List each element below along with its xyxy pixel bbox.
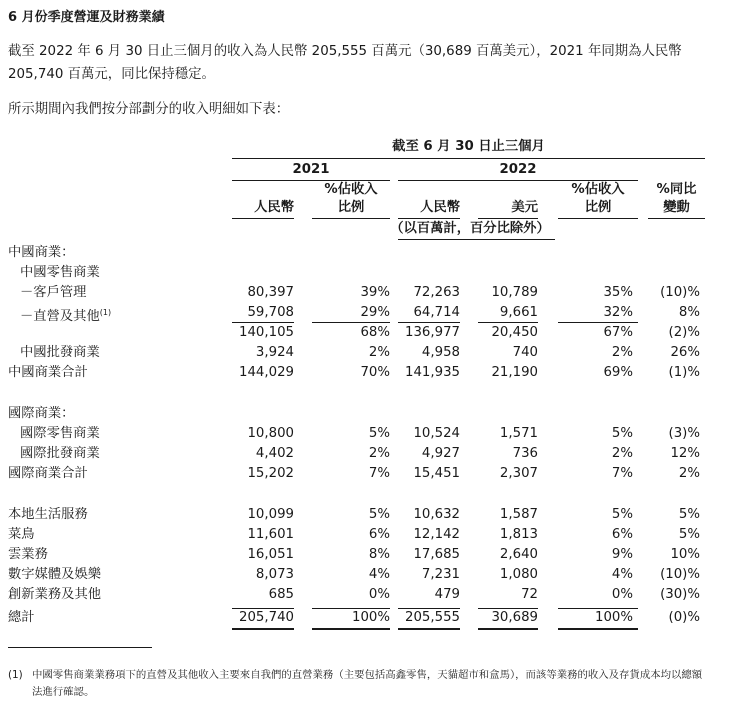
row-label: 中國批發商業 <box>20 345 100 360</box>
period-header: 截至 6 月 30 日止三個月 <box>392 139 545 154</box>
row-label: 國際零售商業 <box>20 426 100 441</box>
row-value: 35% <box>603 285 633 300</box>
col-rule <box>478 218 538 219</box>
double-rule <box>478 628 538 630</box>
col-pct-2022-line1: %佔收入 <box>571 182 625 197</box>
total-rule <box>398 608 460 609</box>
double-rule <box>558 628 638 630</box>
row-value: 72,263 <box>413 285 460 300</box>
col-pct-2021-line1: %佔收入 <box>324 182 378 197</box>
row-value: 479 <box>434 587 460 602</box>
row-value: 10,632 <box>413 507 460 522</box>
footnote-text: 中國零售商業業務項下的直營及其他收入主要來自我們的直營業務（主要包括高鑫零售，天貓超市和盒馬），而該等業務的收入及存貨成本均以總額法進行確認。 <box>32 669 703 698</box>
row-value: 4,927 <box>421 446 460 461</box>
row-label: －直營及其他$^{(1)}$ <box>20 308 112 324</box>
row-value: 8,073 <box>255 567 294 582</box>
row-value: 67% <box>603 325 633 340</box>
period-rule <box>232 158 705 159</box>
row-value: 4% <box>611 567 633 582</box>
row-value: 64,714 <box>413 305 460 320</box>
row-value: (0)% <box>668 610 700 625</box>
total-rule <box>558 608 638 609</box>
row-label: 國際商業合計 <box>8 466 88 481</box>
row-value: 21,190 <box>491 365 538 380</box>
row-value: 140,105 <box>239 325 294 340</box>
row-value: (3)% <box>668 426 700 441</box>
subtotal-rule <box>478 322 538 323</box>
row-label: 中國商業合計 <box>8 365 88 380</box>
row-label: －客戶管理 <box>20 285 87 300</box>
double-rule <box>312 628 390 630</box>
row-value: 10,524 <box>413 426 460 441</box>
row-value: 100% <box>351 610 390 625</box>
col-yoy-line1: %同比 <box>656 182 697 197</box>
row-value: 736 <box>512 446 538 461</box>
col-rule <box>398 218 460 219</box>
row-label: 雲業務 <box>8 547 48 562</box>
col-rmb-2022: 人民幣 <box>420 200 460 215</box>
row-value: 1,813 <box>499 527 538 542</box>
row-value: 5% <box>368 507 390 522</box>
row-value: 80,397 <box>247 285 294 300</box>
row-label: 創新業務及其他 <box>8 587 102 602</box>
row-value: 15,202 <box>247 466 294 481</box>
row-value: 4,402 <box>255 446 294 461</box>
row-value: 16,051 <box>247 547 294 562</box>
col-yoy-line2: 變動 <box>663 200 690 215</box>
row-value: 12,142 <box>413 527 460 542</box>
row-value: 69% <box>603 365 633 380</box>
row-value: 11,601 <box>247 527 294 542</box>
year-2021-header: 2021 <box>292 162 330 177</box>
row-value: 2,640 <box>499 547 538 562</box>
subtotal-rule <box>312 322 390 323</box>
row-value: 2% <box>611 446 633 461</box>
unit-note-rule <box>398 239 555 240</box>
row-value: 32% <box>603 305 633 320</box>
row-value: 20,450 <box>491 325 538 340</box>
row-value: 740 <box>512 345 538 360</box>
row-value: 205,555 <box>405 610 460 625</box>
row-value: 12% <box>670 446 700 461</box>
row-value: 144,029 <box>239 365 294 380</box>
row-value: 72 <box>521 587 538 602</box>
row-value: 5% <box>611 507 633 522</box>
row-label: 國際商業： <box>8 406 75 421</box>
row-value: 2% <box>368 446 390 461</box>
row-value: 10,099 <box>247 507 294 522</box>
row-value: 10,800 <box>247 426 294 441</box>
row-value: 39% <box>360 285 390 300</box>
row-value: 29% <box>360 305 390 320</box>
row-value: 3,924 <box>255 345 294 360</box>
row-value: 1,587 <box>499 507 538 522</box>
total-rule <box>232 608 294 609</box>
row-value: 4,958 <box>421 345 460 360</box>
col-pct-2022-line2: 比例 <box>584 200 612 215</box>
unit-note: （以百萬計，百分比除外） <box>390 221 550 236</box>
row-value: 26% <box>670 345 700 360</box>
row-value: 0% <box>368 587 390 602</box>
row-value: 10% <box>670 547 700 562</box>
row-value: 6% <box>368 527 390 542</box>
row-value: (2)% <box>668 325 700 340</box>
subtotal-rule <box>558 322 638 323</box>
row-value: 5% <box>678 527 700 542</box>
row-value: 205,740 <box>239 610 294 625</box>
row-value: 30,689 <box>491 610 538 625</box>
row-label: 總計 <box>8 610 35 625</box>
col-pct-2021-line2: 比例 <box>337 200 365 215</box>
row-value: 5% <box>611 426 633 441</box>
row-value: (10)% <box>660 285 700 300</box>
total-rule <box>478 608 538 609</box>
row-value: 8% <box>678 305 700 320</box>
year-2021-rule <box>232 180 390 181</box>
footnote-marker: (1) <box>8 669 23 681</box>
row-value: 68% <box>360 325 390 340</box>
row-value: 2% <box>611 345 633 360</box>
row-value: 685 <box>268 587 294 602</box>
row-value: 4% <box>368 567 390 582</box>
row-value: 1,080 <box>499 567 538 582</box>
col-usd-2022: 美元 <box>511 200 538 215</box>
col-rule <box>312 218 390 219</box>
row-value: (1)% <box>668 365 700 380</box>
row-label: 國際批發商業 <box>20 446 100 461</box>
row-value: 8% <box>368 547 390 562</box>
double-rule <box>398 628 460 630</box>
row-value: 2% <box>678 466 700 481</box>
row-value: 9,661 <box>499 305 538 320</box>
row-value: 100% <box>594 610 633 625</box>
row-value: 1,571 <box>499 426 538 441</box>
row-value: 2,307 <box>499 466 538 481</box>
row-value: 10,789 <box>491 285 538 300</box>
row-label: 中國商業： <box>8 245 75 260</box>
row-label: 中國零售商業 <box>20 265 100 280</box>
row-value: (10)% <box>660 567 700 582</box>
row-value: (30)% <box>660 587 700 602</box>
row-value: 7,231 <box>421 567 460 582</box>
row-value: 70% <box>360 365 390 380</box>
row-value: 2% <box>368 345 390 360</box>
col-rule <box>648 218 705 219</box>
year-2022-rule <box>398 180 638 181</box>
row-label: 本地生活服務 <box>8 507 88 522</box>
row-value: 141,935 <box>405 365 460 380</box>
row-value: 136,977 <box>405 325 460 340</box>
row-value: 5% <box>368 426 390 441</box>
row-value: 17,685 <box>413 547 460 562</box>
col-rule <box>558 218 638 219</box>
row-value: 59,708 <box>247 305 294 320</box>
table-intro-paragraph: 所示期間內我們按分部劃分的收入明細如下表： <box>8 102 290 117</box>
footnote-separator <box>8 647 152 648</box>
double-rule <box>232 628 294 630</box>
col-rmb-2021: 人民幣 <box>254 200 294 215</box>
row-value: 0% <box>611 587 633 602</box>
year-2022-header: 2022 <box>499 162 537 177</box>
footnote-ref: (1) <box>99 308 112 317</box>
row-label: 數字媒體及娛樂 <box>8 567 102 582</box>
subtotal-rule <box>398 322 460 323</box>
section-heading: 6 月份季度營運及財務業績 <box>8 10 165 25</box>
total-rule <box>312 608 390 609</box>
col-rule <box>232 218 294 219</box>
row-value: 15,451 <box>413 466 460 481</box>
row-value: 5% <box>678 507 700 522</box>
row-value: 7% <box>368 466 390 481</box>
revenue-summary-paragraph: 截至 2022 年 6 月 30 日止三個月的收入為人民幣 205,555 百萬元（30,689 百萬美元），2021 年同期為人民幣 205,740 百萬元，同比保持穩定。 <box>8 44 682 82</box>
row-value: 6% <box>611 527 633 542</box>
row-label: 菜鳥 <box>8 527 35 542</box>
row-value: 9% <box>611 547 633 562</box>
row-value: 7% <box>611 466 633 481</box>
subtotal-rule <box>232 322 294 323</box>
